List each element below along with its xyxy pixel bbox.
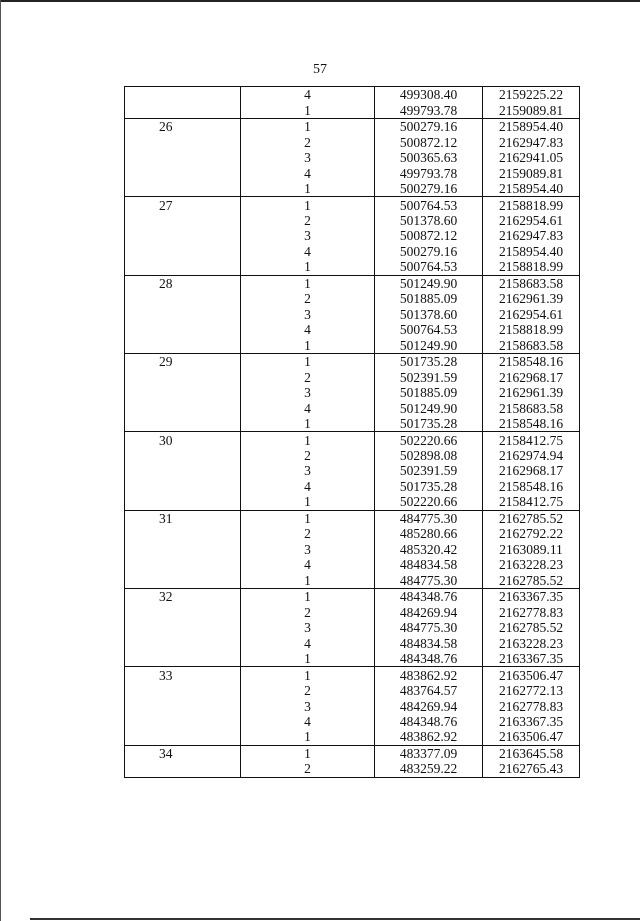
y-coordinate-cell: 2162765.43 — [483, 761, 580, 777]
y-coordinate-cell: 2162785.52 — [483, 620, 580, 635]
point-number-cell: 1 — [241, 573, 375, 589]
y-coordinate-cell: 2162772.13 — [483, 683, 580, 698]
x-coordinate-cell: 483862.92 — [375, 667, 483, 683]
plot-number-cell — [125, 291, 241, 306]
plot-number-cell — [125, 181, 241, 197]
y-coordinate-cell: 2158954.40 — [483, 244, 580, 259]
point-number-cell: 3 — [241, 463, 375, 478]
x-coordinate-cell: 501378.60 — [375, 213, 483, 228]
y-coordinate-cell: 2162968.17 — [483, 463, 580, 478]
x-coordinate-cell: 485280.66 — [375, 526, 483, 541]
y-coordinate-cell: 2158954.40 — [483, 118, 580, 134]
plot-number-cell — [125, 698, 241, 713]
scan-border-left — [0, 0, 1, 921]
plot-number-cell — [125, 400, 241, 415]
table-row — [125, 275, 580, 291]
x-coordinate-cell: 484348.76 — [375, 714, 483, 729]
y-coordinate-cell: 2162947.83 — [483, 228, 580, 243]
x-coordinate-cell: 501885.09 — [375, 385, 483, 400]
point-number-cell: 3 — [241, 228, 375, 243]
x-coordinate-cell: 502391.59 — [375, 369, 483, 384]
plot-number-cell — [125, 494, 241, 510]
plot-number-cell — [125, 228, 241, 243]
point-number-cell: 3 — [241, 150, 375, 165]
y-coordinate-cell: 2158818.99 — [483, 259, 580, 275]
point-number-cell: 1 — [241, 667, 375, 683]
y-coordinate-cell: 2163506.47 — [483, 729, 580, 745]
y-coordinate-cell: 2158548.16 — [483, 416, 580, 432]
table-row — [125, 635, 580, 650]
plot-number-cell: 34 — [125, 745, 241, 761]
point-number-cell: 1 — [241, 118, 375, 134]
point-number-cell: 3 — [241, 385, 375, 400]
y-coordinate-cell: 2163228.23 — [483, 635, 580, 650]
point-number-cell: 4 — [241, 87, 375, 103]
point-number-cell: 2 — [241, 213, 375, 228]
y-coordinate-cell: 2163367.35 — [483, 651, 580, 667]
x-coordinate-cell: 500872.12 — [375, 228, 483, 243]
point-number-cell: 1 — [241, 259, 375, 275]
plot-number-cell: 27 — [125, 197, 241, 213]
x-coordinate-cell: 501249.90 — [375, 400, 483, 415]
x-coordinate-cell: 502898.08 — [375, 448, 483, 463]
y-coordinate-cell: 2159089.81 — [483, 102, 580, 118]
table-row — [125, 698, 580, 713]
y-coordinate-cell: 2162785.52 — [483, 510, 580, 526]
y-coordinate-cell: 2162954.61 — [483, 213, 580, 228]
table-row — [125, 729, 580, 745]
point-number-cell: 1 — [241, 416, 375, 432]
y-coordinate-cell: 2162947.83 — [483, 134, 580, 149]
point-number-cell: 1 — [241, 589, 375, 605]
plot-number-cell — [125, 165, 241, 180]
plot-number-cell — [125, 557, 241, 572]
point-number-cell: 4 — [241, 165, 375, 180]
plot-number-cell: 32 — [125, 589, 241, 605]
plot-number-cell — [125, 244, 241, 259]
table-row — [125, 667, 580, 683]
x-coordinate-cell: 484348.76 — [375, 651, 483, 667]
plot-number-cell — [125, 620, 241, 635]
plot-number-cell — [125, 761, 241, 777]
point-number-cell: 1 — [241, 510, 375, 526]
y-coordinate-cell: 2162778.83 — [483, 698, 580, 713]
plot-number-cell — [125, 479, 241, 494]
y-coordinate-cell: 2163089.11 — [483, 542, 580, 557]
point-number-cell: 2 — [241, 448, 375, 463]
x-coordinate-cell: 500764.53 — [375, 322, 483, 337]
plot-number-cell — [125, 259, 241, 275]
table-row — [125, 463, 580, 478]
table-row — [125, 87, 580, 103]
table-row — [125, 134, 580, 149]
table-row — [125, 542, 580, 557]
table-row — [125, 291, 580, 306]
point-number-cell: 4 — [241, 322, 375, 337]
table-row — [125, 479, 580, 494]
x-coordinate-cell: 502391.59 — [375, 463, 483, 478]
point-number-cell: 1 — [241, 494, 375, 510]
x-coordinate-cell: 500279.16 — [375, 118, 483, 134]
plot-number-cell — [125, 102, 241, 118]
plot-number-cell — [125, 213, 241, 228]
y-coordinate-cell: 2163645.58 — [483, 745, 580, 761]
point-number-cell: 2 — [241, 369, 375, 384]
plot-number-cell: 26 — [125, 118, 241, 134]
point-number-cell: 4 — [241, 244, 375, 259]
table-row — [125, 604, 580, 619]
table-row — [125, 197, 580, 213]
x-coordinate-cell: 500764.53 — [375, 197, 483, 213]
table-row — [125, 745, 580, 761]
scan-border-bottom — [30, 918, 640, 920]
x-coordinate-cell: 484834.58 — [375, 557, 483, 572]
x-coordinate-cell: 483764.57 — [375, 683, 483, 698]
point-number-cell: 2 — [241, 291, 375, 306]
point-number-cell: 1 — [241, 197, 375, 213]
point-number-cell: 1 — [241, 745, 375, 761]
table-row — [125, 228, 580, 243]
plot-number-cell — [125, 307, 241, 322]
y-coordinate-cell: 2158818.99 — [483, 197, 580, 213]
y-coordinate-cell: 2159089.81 — [483, 165, 580, 180]
point-number-cell: 1 — [241, 651, 375, 667]
x-coordinate-cell: 483259.22 — [375, 761, 483, 777]
plot-number-cell: 33 — [125, 667, 241, 683]
table-row — [125, 432, 580, 448]
x-coordinate-cell: 485320.42 — [375, 542, 483, 557]
plot-number-cell — [125, 573, 241, 589]
x-coordinate-cell: 484775.30 — [375, 573, 483, 589]
y-coordinate-cell: 2162968.17 — [483, 369, 580, 384]
point-number-cell: 2 — [241, 761, 375, 777]
x-coordinate-cell: 501735.28 — [375, 416, 483, 432]
y-coordinate-cell: 2162954.61 — [483, 307, 580, 322]
point-number-cell: 4 — [241, 714, 375, 729]
y-coordinate-cell: 2158683.58 — [483, 400, 580, 415]
table-row — [125, 494, 580, 510]
plot-number-cell — [125, 463, 241, 478]
plot-number-cell — [125, 729, 241, 745]
plot-number-cell: 30 — [125, 432, 241, 448]
x-coordinate-cell: 484269.94 — [375, 604, 483, 619]
table-row — [125, 573, 580, 589]
plot-number-cell — [125, 683, 241, 698]
plot-number-cell — [125, 338, 241, 354]
page-number: 57 — [313, 62, 327, 77]
plot-number-cell — [125, 134, 241, 149]
x-coordinate-cell: 502220.66 — [375, 494, 483, 510]
x-coordinate-cell: 499793.78 — [375, 102, 483, 118]
x-coordinate-cell: 502220.66 — [375, 432, 483, 448]
plot-number-cell — [125, 385, 241, 400]
table-row — [125, 150, 580, 165]
y-coordinate-cell: 2158954.40 — [483, 181, 580, 197]
y-coordinate-cell: 2163506.47 — [483, 667, 580, 683]
plot-number-cell — [125, 87, 241, 103]
y-coordinate-cell: 2162778.83 — [483, 604, 580, 619]
table-row — [125, 448, 580, 463]
table-row — [125, 213, 580, 228]
table-row — [125, 353, 580, 369]
coordinates-table-body — [125, 87, 580, 778]
plot-number-cell — [125, 150, 241, 165]
point-number-cell: 4 — [241, 557, 375, 572]
plot-number-cell — [125, 448, 241, 463]
plot-number-cell: 28 — [125, 275, 241, 291]
table-row — [125, 369, 580, 384]
table-row — [125, 651, 580, 667]
plot-number-cell — [125, 714, 241, 729]
y-coordinate-cell: 2158548.16 — [483, 353, 580, 369]
plot-number-cell — [125, 322, 241, 337]
table-row — [125, 118, 580, 134]
x-coordinate-cell: 500872.12 — [375, 134, 483, 149]
y-coordinate-cell: 2158412.75 — [483, 494, 580, 510]
y-coordinate-cell: 2158412.75 — [483, 432, 580, 448]
x-coordinate-cell: 500365.63 — [375, 150, 483, 165]
y-coordinate-cell: 2158548.16 — [483, 479, 580, 494]
point-number-cell: 2 — [241, 526, 375, 541]
point-number-cell: 1 — [241, 275, 375, 291]
table-row — [125, 589, 580, 605]
plot-number-cell — [125, 651, 241, 667]
y-coordinate-cell: 2162961.39 — [483, 385, 580, 400]
point-number-cell: 3 — [241, 307, 375, 322]
y-coordinate-cell: 2163228.23 — [483, 557, 580, 572]
point-number-cell: 3 — [241, 620, 375, 635]
table-row — [125, 385, 580, 400]
point-number-cell: 2 — [241, 604, 375, 619]
point-number-cell: 4 — [241, 479, 375, 494]
plot-number-cell — [125, 369, 241, 384]
table-row — [125, 259, 580, 275]
table-row — [125, 400, 580, 415]
x-coordinate-cell: 484775.30 — [375, 620, 483, 635]
x-coordinate-cell: 484834.58 — [375, 635, 483, 650]
point-number-cell: 1 — [241, 181, 375, 197]
point-number-cell: 1 — [241, 338, 375, 354]
y-coordinate-cell: 2158683.58 — [483, 275, 580, 291]
point-number-cell: 1 — [241, 729, 375, 745]
table-row — [125, 307, 580, 322]
x-coordinate-cell: 501735.28 — [375, 353, 483, 369]
table-row — [125, 714, 580, 729]
table-row — [125, 683, 580, 698]
plot-number-cell: 29 — [125, 353, 241, 369]
x-coordinate-cell: 501885.09 — [375, 291, 483, 306]
point-number-cell: 2 — [241, 134, 375, 149]
scan-border-top — [0, 0, 640, 2]
x-coordinate-cell: 483377.09 — [375, 745, 483, 761]
y-coordinate-cell: 2158683.58 — [483, 338, 580, 354]
x-coordinate-cell: 484348.76 — [375, 589, 483, 605]
coordinates-table — [124, 86, 580, 778]
x-coordinate-cell: 501735.28 — [375, 479, 483, 494]
y-coordinate-cell: 2163367.35 — [483, 589, 580, 605]
table-row — [125, 761, 580, 777]
plot-number-cell — [125, 604, 241, 619]
x-coordinate-cell: 500279.16 — [375, 181, 483, 197]
y-coordinate-cell: 2162792.22 — [483, 526, 580, 541]
y-coordinate-cell: 2158818.99 — [483, 322, 580, 337]
table-row — [125, 244, 580, 259]
x-coordinate-cell: 500279.16 — [375, 244, 483, 259]
point-number-cell: 3 — [241, 542, 375, 557]
plot-number-cell — [125, 416, 241, 432]
table-row — [125, 526, 580, 541]
point-number-cell: 1 — [241, 353, 375, 369]
x-coordinate-cell: 483862.92 — [375, 729, 483, 745]
plot-number-cell — [125, 635, 241, 650]
table-row — [125, 102, 580, 118]
table-row — [125, 620, 580, 635]
table-row — [125, 322, 580, 337]
y-coordinate-cell: 2162785.52 — [483, 573, 580, 589]
table-row — [125, 510, 580, 526]
x-coordinate-cell: 499793.78 — [375, 165, 483, 180]
x-coordinate-cell: 501249.90 — [375, 275, 483, 291]
table-row — [125, 557, 580, 572]
point-number-cell: 4 — [241, 635, 375, 650]
x-coordinate-cell: 500764.53 — [375, 259, 483, 275]
point-number-cell: 1 — [241, 432, 375, 448]
point-number-cell: 1 — [241, 102, 375, 118]
table-row — [125, 416, 580, 432]
x-coordinate-cell: 501249.90 — [375, 338, 483, 354]
plot-number-cell — [125, 542, 241, 557]
x-coordinate-cell: 501378.60 — [375, 307, 483, 322]
table-row — [125, 181, 580, 197]
point-number-cell: 2 — [241, 683, 375, 698]
point-number-cell: 4 — [241, 400, 375, 415]
y-coordinate-cell: 2162974.94 — [483, 448, 580, 463]
y-coordinate-cell: 2163367.35 — [483, 714, 580, 729]
table-row — [125, 165, 580, 180]
table-row — [125, 338, 580, 354]
x-coordinate-cell: 484775.30 — [375, 510, 483, 526]
x-coordinate-cell: 499308.40 — [375, 87, 483, 103]
x-coordinate-cell: 484269.94 — [375, 698, 483, 713]
plot-number-cell — [125, 526, 241, 541]
y-coordinate-cell: 2159225.22 — [483, 87, 580, 103]
y-coordinate-cell: 2162961.39 — [483, 291, 580, 306]
plot-number-cell: 31 — [125, 510, 241, 526]
y-coordinate-cell: 2162941.05 — [483, 150, 580, 165]
point-number-cell: 3 — [241, 698, 375, 713]
